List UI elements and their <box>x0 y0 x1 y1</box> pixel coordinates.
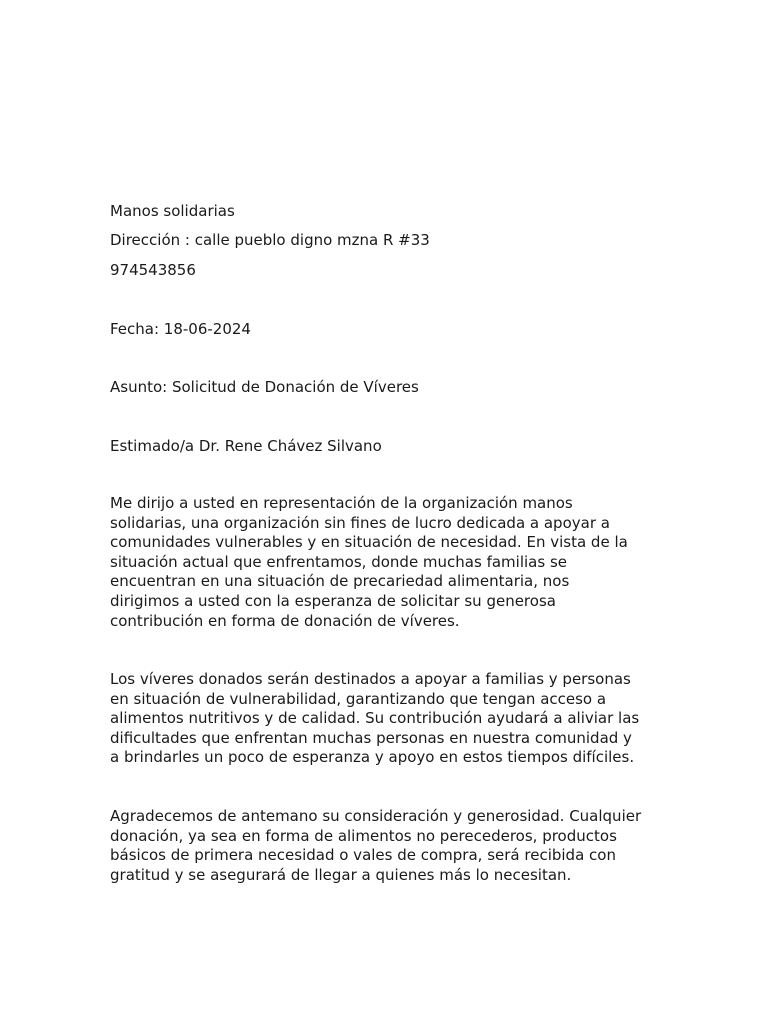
paragraph-line: dificultades que enfrentan muchas personas en nuestra comunidad y <box>110 728 632 747</box>
paragraph-line: alimentos nutritivos y de calidad. Su contribución ayudará a aliviar las <box>110 709 640 728</box>
paragraph-line: Agradecemos de antemano su consideración y generosidad. Cualquier <box>110 807 642 825</box>
paragraph-line: a brindarles un poco de esperanza y apoyo en estos tiempos difíciles. <box>110 748 635 767</box>
organization-name: Manos solidarias <box>110 202 235 220</box>
phone-number: 974543856 <box>110 261 196 279</box>
paragraph-line: donación, ya sea en forma de alimentos no perecederos, productos <box>110 826 617 845</box>
body-paragraph-1 <box>110 494 670 631</box>
paragraph-line: contribución en forma de donación de víveres. <box>110 611 460 630</box>
salutation-line: Estimado/a Dr. Rene Chávez Silvano <box>110 437 382 455</box>
paragraph-line: Me dirijo a usted en representación de la organización manos <box>110 494 573 512</box>
date-line: Fecha: 18-06-2024 <box>110 320 251 338</box>
paragraph-line: dirigimos a usted con la esperanza de solicitar su generosa <box>110 591 556 610</box>
paragraph-line: básicos de primera necesidad o vales de compra, será recibida con <box>110 846 616 865</box>
paragraph-line: solidarias, una organización sin fines de lucro dedicada a apoyar a <box>110 513 610 532</box>
paragraph-line: situación actual que enfrentamos, donde muchas familias se <box>110 552 567 571</box>
paragraph-line: en situación de vulnerabilidad, garantizando que tengan acceso a <box>110 689 607 708</box>
address-line: Dirección : calle pueblo digno mzna R #33 <box>110 231 430 249</box>
body-paragraph-2 <box>110 670 670 768</box>
paragraph-line: gratitud y se asegurará de llegar a quienes más lo necesitan. <box>110 865 572 884</box>
paragraph-line: Los víveres donados serán destinados a apoyar a familias y personas <box>110 670 631 688</box>
body-paragraph-3 <box>110 807 670 885</box>
paragraph-line: encuentran en una situación de precariedad alimentaria, nos <box>110 572 570 591</box>
subject-line: Asunto: Solicitud de Donación de Víveres <box>110 378 419 396</box>
paragraph-line: comunidades vulnerables y en situación de necesidad. En vista de la <box>110 533 628 552</box>
